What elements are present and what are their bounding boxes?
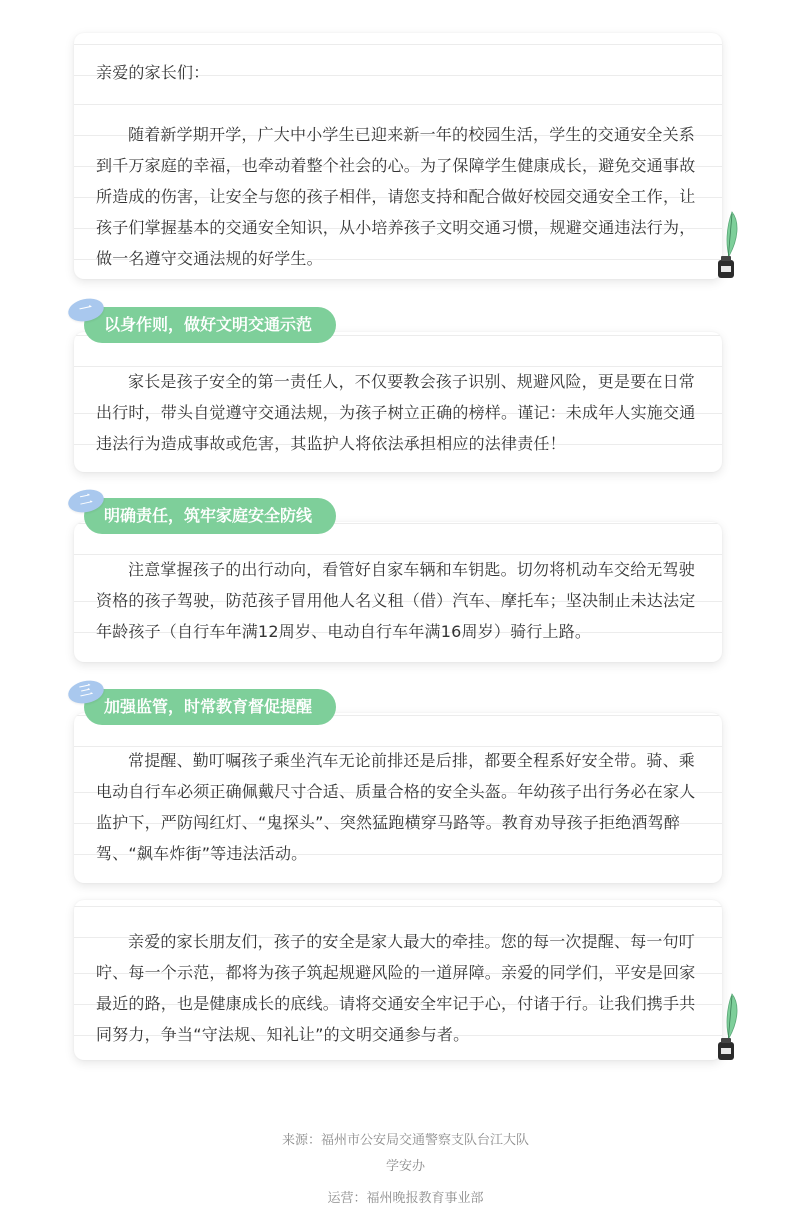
source-line: 来源：福州市公安局交通警察支队台江大队 [281, 1133, 529, 1148]
section-title: 以身作则，做好文明交通示范 [84, 307, 336, 343]
section-title: 明确责任，筑牢家庭安全防线 [84, 498, 336, 534]
section-title: 加强监管，时常教育督促提醒 [84, 689, 336, 725]
section-body: 家长是孩子安全的第一责任人，不仅要教会孩子识别、规避风险，更是要在日常出行时，带头自觉遵守交通法规，为孩子树立正确的榜样。谨记：未成年人实施交通违法行为造成事故或危害，其监护人将依法承担相应的法律责任！ [96, 372, 696, 453]
closing-body: 亲爱的家长朋友们，孩子的安全是家人最大的牵挂。您的每一次提醒、每一句叮咛、每一个示范，都将为孩子筑起规避风险的一道屏障。亲爱的同学们，平安是回家最近的路，也是健康成长的底线。请将交通安全牢记于心，付诸于行。让我们携手共同努力，争当“守法规、知礼让”的文明交通参与者。 [96, 932, 696, 1044]
section-card [74, 332, 722, 472]
pen-ink-icon [716, 992, 738, 1062]
operator-line: 运营：福州晚报教育事业部 [327, 1191, 484, 1206]
section-body: 注意掌握孩子的出行动向，看管好自家车辆和车钥匙。切勿将机动车交给无驾驶资格的孩子驾驶，防范孩子冒用他人名义租（借）汽车、摩托车；坚决制止未达法定年龄孩子（自行车年满12周岁、电动自行车年满16周岁）骑行上路。 [96, 560, 696, 641]
section-card [74, 522, 722, 662]
pen-ink-icon [716, 210, 738, 280]
section-card [74, 713, 722, 883]
intro-card [74, 33, 722, 279]
closing-card [74, 900, 722, 1060]
source-line-2: 学安办 [385, 1159, 425, 1174]
section-number-badge: 三 [66, 677, 106, 706]
section-body: 常提醒、勤叮嘱孩子乘坐汽车无论前排还是后排，都要全程系好安全带。骑、乘电动自行车必须正确佩戴尺寸合适、质量合格的安全头盔。年幼孩子出行务必在家人监护下，严防闯红灯、“鬼探头”、突然猛跑横穿马路等。教育劝导孩子拒绝酒驾醉驾、“飙车炸街”等违法活动。 [96, 751, 696, 863]
section-number-badge: 二 [66, 486, 106, 515]
intro-greeting: 亲爱的家长们： [96, 63, 210, 82]
section-number-badge: 一 [66, 295, 106, 324]
intro-body: 随着新学期开学，广大中小学生已迎来新一年的校园生活，学生的交通安全关系到千万家庭的幸福，也牵动着整个社会的心。为了保障学生健康成长，避免交通事故所造成的伤害，让安全与您的孩子相伴，请您支持和配合做好校园交通安全工作，让孩子们掌握基本的交通安全知识，从小培养孩子文明交通习惯，规避交通违法行为，做一名遵守交通法规的好学生。 [96, 125, 696, 268]
